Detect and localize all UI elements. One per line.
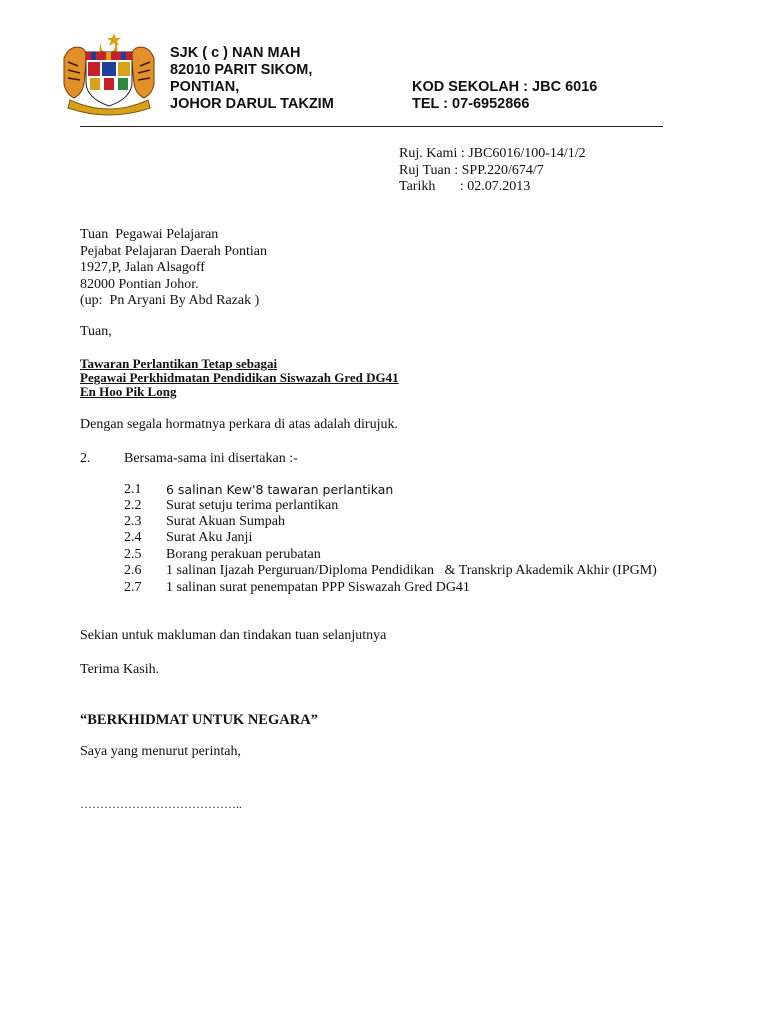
motto: “BERKHIDMAT UNTUK NEGARA” xyxy=(80,712,318,728)
para-text: Bersama-sama ini disertakan :- xyxy=(124,451,298,466)
enclosure-text: Surat Akuan Sumpah xyxy=(166,514,285,529)
thanks-line: Terima Kasih. xyxy=(80,662,160,677)
enclosure-number: 2.3 xyxy=(124,514,142,529)
enclosure-text: 1 salinan surat penempatan PPP Siswazah Gred DG41 xyxy=(166,580,470,595)
enclosure-number: 2.5 xyxy=(124,547,142,562)
recipient-block xyxy=(80,227,267,310)
ruj-tuan: Ruj Tuan : SPP.220/674/7 xyxy=(399,162,544,178)
school-address-line-2: PONTIAN, xyxy=(170,79,240,95)
recipient-line: 82000 Pontian Johor. xyxy=(80,276,199,292)
recipient-line: Tuan Pegawai Pelajaran xyxy=(80,227,219,242)
recipient-line: (up: Pn Aryani By Abd Razak ) xyxy=(80,293,260,308)
subject-line: En Hoo Pik Long xyxy=(80,384,177,399)
reference-block xyxy=(399,146,586,196)
subject-block xyxy=(80,357,399,399)
school-address-line-3: JOHOR DARUL TAKZIM xyxy=(170,96,334,112)
ruj-kami: Ruj. Kami : JBC6016/100-14/1/2 xyxy=(399,146,586,161)
coat-of-arms-logo xyxy=(58,30,160,116)
enclosure-text: Borang perakuan perubatan xyxy=(166,547,321,562)
recipient-line: 1927,P, Jalan Alsagoff xyxy=(80,260,205,275)
enclosure-text: 6 salinan Kew'8 tawaran perlantikan xyxy=(166,482,394,497)
enclosure-text: Surat Aku Janji xyxy=(166,530,253,545)
salutation: Tuan, xyxy=(80,324,112,339)
school-address-line-1: 82010 PARIT SIKOM, xyxy=(170,62,313,78)
enclosure-number: 2.7 xyxy=(124,580,142,595)
subject-line: Pegawai Perkhidmatan Pendidikan Siswazah Gred DG41 xyxy=(80,370,399,385)
closing-line: Sekian untuk makluman dan tindakan tuan selanjutnya xyxy=(80,628,387,643)
tarikh: Tarikh : 02.07.2013 xyxy=(399,179,531,194)
sign-off: Saya yang menurut perintah, xyxy=(80,744,241,759)
school-name: SJK ( c ) NAN MAH xyxy=(170,45,301,61)
signature-line: ………………………………….. xyxy=(80,797,242,811)
school-code: KOD SEKOLAH : JBC 6016 xyxy=(412,79,598,95)
enclosure-text: Surat setuju terima perlantikan xyxy=(166,498,339,513)
enclosure-number: 2.6 xyxy=(124,563,142,578)
school-phone: TEL : 07-6952866 xyxy=(412,96,530,112)
recipient-line: Pejabat Pelajaran Daerah Pontian xyxy=(80,243,267,259)
header-divider xyxy=(80,126,663,127)
enclosure-number: 2.4 xyxy=(124,530,142,545)
enclosure-number: 2.1 xyxy=(124,482,142,497)
subject-line: Tawaran Perlantikan Tetap sebagai xyxy=(80,356,278,371)
body-intro: Dengan segala hormatnya perkara di atas adalah dirujuk. xyxy=(80,417,398,432)
enclosure-number: 2.2 xyxy=(124,498,142,513)
enclosure-text: 1 salinan Ijazah Perguruan/Diploma Pendidikan & Transkrip Akademik Akhir (IPGM) xyxy=(166,563,657,578)
para-number: 2. xyxy=(80,451,91,466)
